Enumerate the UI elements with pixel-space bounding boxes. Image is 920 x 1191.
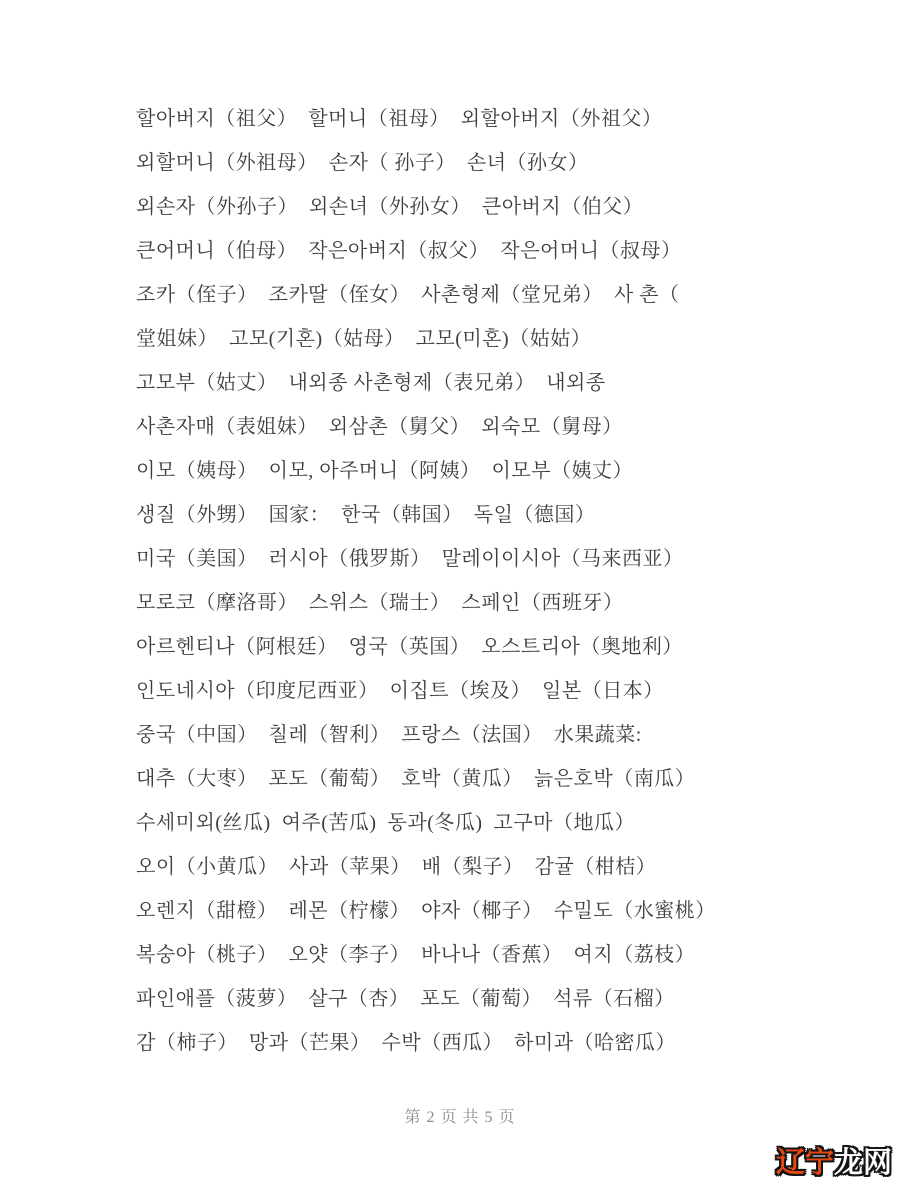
text-line: 수세미외(丝瓜) 여주(苦瓜) 동과(冬瓜) 고구마（地瓜）: [136, 812, 635, 834]
text-line: 오이（小黄瓜） 사과（苹果） 배（梨子） 감귤（柑桔）: [136, 856, 657, 878]
text-line: 외손자（外孙子） 외손녀（外孙女） 큰아버지（伯父）: [136, 196, 644, 218]
text-line: 생질（外甥） 国家： 한국（韩国） 독일（德国）: [136, 504, 596, 526]
text-line: 오렌지（甜橙） 레몬（柠檬） 야자（椰子） 수밀도（水蜜桃）: [136, 900, 716, 922]
text-line: 감（柿子） 망과（芒果） 수박（西瓜） 하미과（哈密瓜）: [136, 1032, 677, 1054]
text-line: 복숭아（桃子） 오얏（李子） 바나나（香蕉） 여지（荔枝）: [136, 944, 696, 966]
text-line: 고모부（姑丈） 내외종 사촌형제（表兄弟） 내외종: [136, 372, 606, 394]
text-line: 큰어머니（伯母） 작은아버지（叔父） 작은어머니（叔母）: [136, 240, 682, 262]
text-line: 미국（美国） 러시아（俄罗斯） 말레이이시아（马来西亚）: [136, 548, 684, 570]
text-line: 대추（大枣） 포도（葡萄） 호박（黄瓜） 늙은호박（南瓜）: [136, 768, 696, 790]
text-line: 인도네시아（印度尼西亚） 이집트（埃及） 일본（日本）: [136, 680, 664, 702]
text-line: 파인애플（菠萝） 살구（杏） 포도（葡萄） 석류（石榴）: [136, 988, 675, 1010]
text-line: 할아버지（祖父） 할머니（祖母） 외할아버지（外祖父）: [136, 108, 663, 130]
text-line: 모로코（摩洛哥） 스위스（瑞士） 스페인（西班牙）: [136, 592, 624, 614]
text-line: 아르헨티나（阿根廷） 영국（英国） 오스트리아（奥地利）: [136, 636, 683, 658]
text-line: 사촌자매（表姐妹） 외삼촌（舅父） 외숙모（舅母）: [136, 416, 623, 438]
text-line: 이모（姨母） 이모, 아주머니（阿姨） 이모부（姨丈）: [136, 460, 634, 482]
text-line: 중국（中国） 칠레（智利） 프랑스（法国） 水果蔬菜:: [136, 724, 642, 746]
watermark-text-primary: 辽宁: [775, 1147, 834, 1179]
vocabulary-text-block: [136, 97, 816, 1065]
watermark-text-secondary: 龙网: [833, 1147, 892, 1179]
site-watermark-logo: [776, 1149, 892, 1178]
page-number-footer: 第 2 页 共 5 页: [404, 1109, 516, 1126]
text-line: 堂姐妹） 고모(기혼)（姑母） 고모(미혼)（姑姑）: [136, 328, 592, 350]
text-line: 조카（侄子） 조카딸（侄女） 사촌형제（堂兄弟） 사 촌（: [136, 284, 680, 306]
text-line: 외할머니（外祖母） 손자（ 孙子） 손녀（孙女）: [136, 152, 589, 174]
